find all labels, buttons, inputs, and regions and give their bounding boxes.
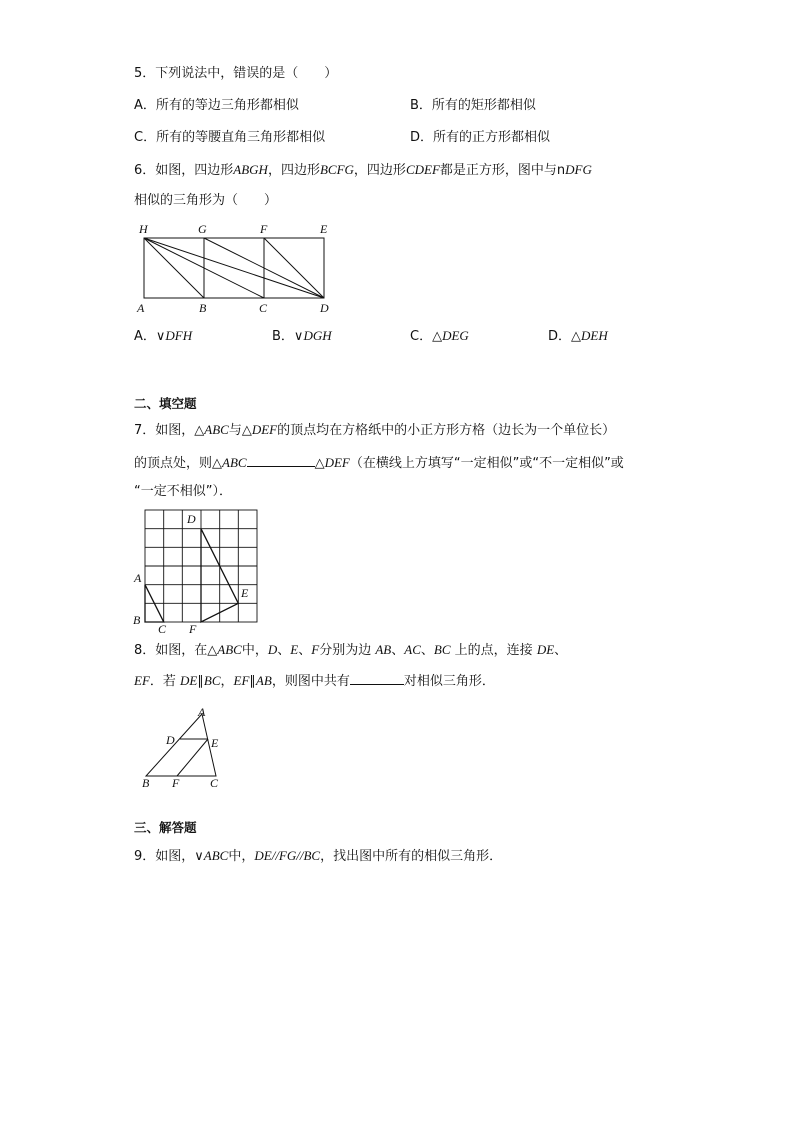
q8-answer-blank[interactable] — [350, 670, 404, 685]
triangle-symbol: △ — [571, 329, 582, 344]
triangle-symbol: ∨ — [194, 849, 204, 864]
q8-text: 分别为边 — [319, 643, 372, 658]
q8-sep: 、 — [298, 643, 312, 658]
q6-text: ，四边形 — [353, 163, 406, 178]
q7-text: 7．如图， — [134, 423, 195, 438]
q9-stem — [134, 846, 502, 867]
q8-text: ．若 — [149, 674, 176, 689]
label-d: D — [187, 512, 196, 526]
option-text: 所有的矩形都相似 — [431, 98, 536, 113]
option-letter: C． — [134, 130, 157, 145]
label-e: E — [320, 222, 328, 236]
option-letter: B． — [410, 98, 432, 113]
q9-text: 9．如图， — [134, 849, 195, 864]
parallel-symbol: ∥ — [197, 674, 204, 689]
q8-segment: DE — [536, 642, 555, 657]
q8-sep: 、 — [420, 643, 434, 658]
q8-text: 中， — [241, 643, 268, 658]
q7-text: 的顶点均在方格纸中的小正方形方格（边长为一个单位长） — [277, 423, 616, 438]
triangle-symbol: △ — [432, 329, 443, 344]
q8-side: AB — [375, 642, 392, 657]
label-g: G — [198, 222, 207, 236]
q5-option-b[interactable] — [410, 96, 536, 116]
q8-side: AC — [404, 642, 421, 657]
q6-option-d[interactable] — [548, 326, 608, 347]
option-letter: C． — [410, 329, 433, 344]
q6-text: ，四边形 — [267, 163, 320, 178]
q7-triangle-abc: △ABC — [194, 422, 229, 437]
option-triangle: DGH — [303, 328, 332, 343]
segment-ef — [177, 739, 208, 776]
label-f: F — [189, 622, 197, 636]
q8-segment: EF — [233, 673, 250, 688]
q9-text: 中， — [228, 849, 255, 864]
q7-triangle-def: △DEF — [314, 455, 350, 470]
q8-segment: DE — [180, 673, 198, 688]
label-a: A — [198, 705, 206, 719]
q7-text: 与 — [228, 423, 242, 438]
q6-text: 都是正方形，图中与 — [439, 163, 557, 178]
q7-figure — [130, 506, 270, 636]
q8-sep: 、 — [391, 643, 405, 658]
q7-triangle-abc: △ABC — [212, 455, 247, 470]
label-e: E — [241, 586, 249, 600]
q8-segment: BC — [203, 673, 221, 688]
option-letter: D． — [548, 329, 572, 344]
label-b: B — [142, 776, 150, 790]
q8-figure — [138, 704, 238, 794]
q5-option-c[interactable] — [134, 128, 325, 148]
q7-text: （在横线上方填写“一定相似”或“不一定相似”或 — [349, 456, 624, 471]
option-triangle: DEG — [442, 328, 469, 343]
q6-figure — [134, 218, 344, 318]
q5-stem: 5．下列说法中，错误的是（ ） — [134, 66, 338, 81]
option-triangle: DEH — [581, 328, 608, 343]
q8-text: 对相似三角形． — [403, 674, 495, 689]
label-a: A — [134, 571, 142, 585]
q6-bcfg: BCFG — [319, 162, 354, 177]
parallel-symbol: ∥ — [249, 674, 256, 689]
q8-text: ， — [220, 674, 234, 689]
label-c: C — [158, 622, 167, 636]
label-b: B — [199, 301, 207, 315]
q7-triangle-def: △DEF — [241, 422, 278, 437]
q8-point: E — [290, 642, 299, 657]
q6-option-c[interactable] — [410, 326, 469, 347]
q8-text: 8．如图，在 — [134, 643, 208, 658]
q7-answer-blank[interactable] — [247, 452, 315, 467]
option-triangle: DFH — [165, 328, 193, 343]
q8-segment: AB — [255, 673, 272, 688]
q7-line3: “一定不相似”）． — [134, 484, 232, 499]
q8-line1 — [134, 640, 567, 661]
q8-line2 — [134, 670, 495, 692]
label-e: E — [211, 736, 219, 750]
triangle-abc — [146, 714, 216, 776]
section-heading-solution: 三、解答题 — [134, 820, 197, 835]
q8-text: 上的点，连接 — [454, 643, 533, 658]
q8-text: 、 — [554, 643, 568, 658]
q9-triangle-abc: ABC — [203, 848, 229, 863]
triangle-symbol: ∨ — [293, 329, 304, 344]
q6-dfg: DFG — [565, 162, 592, 177]
segment-hd — [144, 238, 324, 298]
q8-triangle-abc: △ABC — [207, 642, 242, 657]
triangle-symbol: n — [556, 163, 566, 178]
q6-stem-line2: 相似的三角形为（ ） — [134, 193, 278, 208]
option-text: 所有的等边三角形都相似 — [155, 98, 299, 113]
q9-condition: DE//FG//BC — [254, 848, 321, 863]
q6-text: 6．如图，四边形 — [134, 163, 234, 178]
label-b: B — [133, 613, 141, 627]
q8-point: D — [267, 642, 278, 657]
label-d: D — [320, 301, 329, 315]
option-text: 所有的正方形都相似 — [433, 130, 551, 145]
q6-option-b[interactable] — [272, 326, 332, 347]
triangle-symbol: ∨ — [155, 329, 166, 344]
q7-line2 — [134, 452, 624, 474]
q5-option-a[interactable] — [134, 96, 299, 116]
q8-side: BC — [433, 642, 451, 657]
label-c: C — [210, 776, 219, 790]
label-d: D — [166, 733, 175, 747]
option-letter: D． — [410, 130, 434, 145]
option-letter: A． — [134, 98, 156, 113]
label-f: F — [172, 776, 180, 790]
label-f: F — [260, 222, 268, 236]
segment-hb — [144, 238, 204, 298]
q9-text: ，找出图中所有的相似三角形． — [320, 849, 503, 864]
option-text: 所有的等腰直角三角形都相似 — [156, 130, 326, 145]
option-letter: B． — [272, 329, 294, 344]
label-c: C — [259, 301, 268, 315]
q6-cdef: CDEF — [405, 162, 440, 177]
q7-text: 的顶点处，则 — [134, 456, 213, 471]
q7-line1 — [134, 420, 615, 441]
segment-fd — [264, 238, 324, 298]
q5-option-d[interactable] — [410, 128, 550, 148]
label-h: H — [139, 222, 148, 236]
q6-stem — [134, 160, 592, 181]
q6-option-a[interactable] — [134, 326, 192, 347]
q6-abgh: ABGH — [233, 162, 268, 177]
q8-sep: 、 — [277, 643, 291, 658]
section-heading-fill-in: 二、填空题 — [134, 396, 197, 411]
q8-point: F — [311, 642, 320, 657]
label-a: A — [137, 301, 145, 315]
q8-text: ，则图中共有 — [271, 674, 350, 689]
option-letter: A． — [134, 329, 156, 344]
q8-segment: EF — [134, 673, 150, 688]
